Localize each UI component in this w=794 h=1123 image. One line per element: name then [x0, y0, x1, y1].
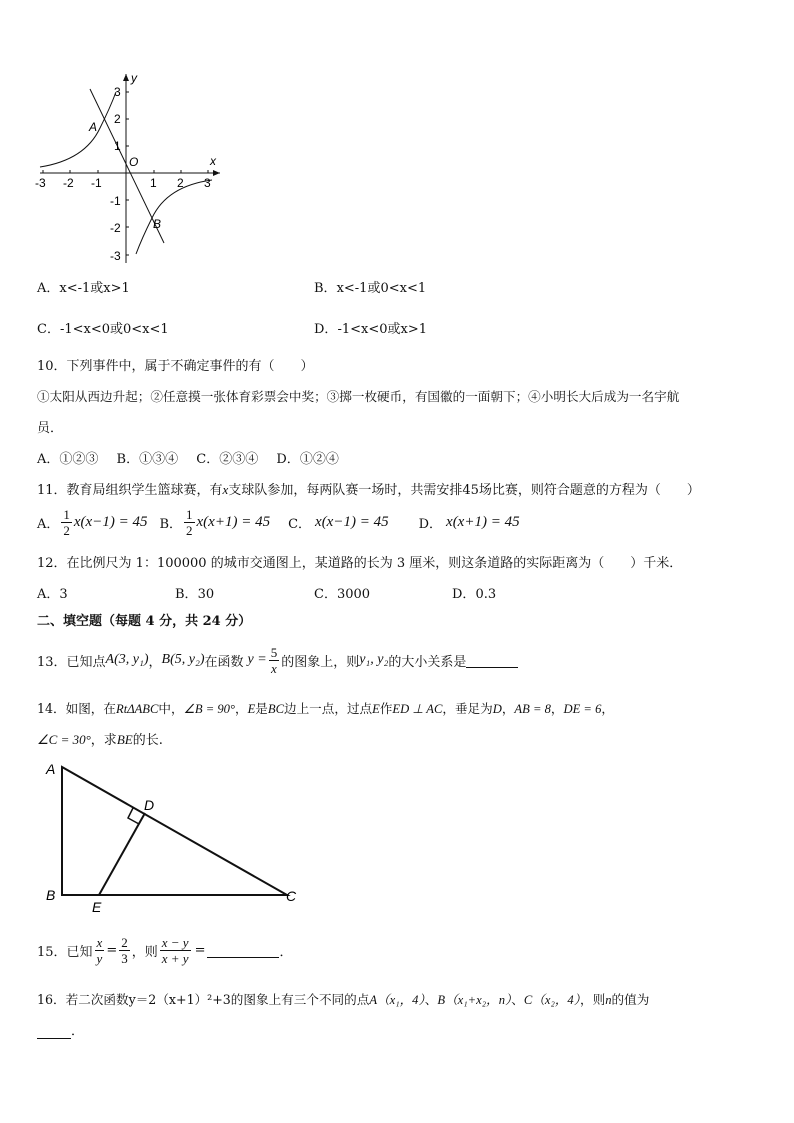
triangle-figure	[40, 758, 310, 918]
y-tick-label: 3	[114, 85, 121, 99]
q13-answer-blank[interactable]	[466, 653, 518, 668]
triangle-abc	[62, 767, 287, 895]
point-a-label: A	[89, 120, 98, 134]
q11-option-d: D． x(x+1) = 45	[418, 513, 520, 532]
point-e-label: E	[92, 899, 102, 915]
segment-ed	[99, 813, 145, 895]
x-tick-label: -2	[63, 176, 74, 190]
y-tick-label: 2	[114, 112, 121, 126]
q12-option-b: B．30	[175, 587, 215, 602]
vertex-c-label: C	[286, 888, 297, 904]
q10-options	[37, 448, 339, 467]
q9-option-d: D．-1<x<0或x>1	[314, 322, 427, 337]
point-d-label: D	[144, 797, 155, 813]
q10-body-line2: 员．	[37, 421, 64, 436]
q13: 13．已知点 A(3, y₁) ， B(5, y₂) 在函数 y = $\frac{5}{x}$ 的图象上，则 y₁, y₂ 的大小关系是	[37, 640, 518, 680]
q11-option-a: A． $\frac{1}{2}$ x(x−1) = 45	[37, 506, 148, 538]
q16-line1: 16．若二次函数y＝2（x+1）²+3的图象上有三个不同的点A（x₁，4）、B（x₁+x₂，n）、C（x₂，4），则n的值为	[37, 992, 650, 1007]
y-tick-label: -3	[110, 249, 121, 263]
q9-option-c: C．-1<x<0或0<x<1	[37, 322, 169, 337]
q10-option-d: D．①②④	[276, 452, 339, 467]
y-tick-label: -2	[110, 221, 121, 235]
hyperbola-right-branch	[136, 180, 212, 254]
q10-stem: 10．下列事件中，属于不确定事件的有（ ）	[37, 359, 314, 374]
q14-line1: 14．如图，在RtΔABC中，∠B = 90°，E是BC边上一点，过点E作ED ⊥ AC，垂足为D，AB = 8，DE = 6，	[37, 701, 614, 716]
q11-option-c: C． x(x−1) = 45	[288, 513, 389, 532]
section-heading: 二、填空题（每题 4 分，共 24 分）	[37, 614, 252, 629]
point-b-label: B	[153, 217, 162, 231]
function-graph	[30, 68, 230, 268]
hyperbola-left-branch	[40, 92, 116, 167]
q9-option-a: A．x<-1或x>1	[37, 281, 130, 296]
x-tick-label: 2	[177, 176, 184, 190]
vertex-a-label: A	[46, 761, 56, 777]
origin-label: O	[129, 155, 139, 169]
q15-answer-blank[interactable]	[207, 943, 279, 958]
y-tick-label: 1	[114, 139, 121, 153]
q10-option-b: B．①③④	[116, 452, 179, 467]
q10-option-a: A．①②③	[37, 452, 99, 467]
y-axis-label: y	[131, 71, 137, 85]
x-tick-label: -3	[35, 176, 46, 190]
x-axis-label: x	[210, 154, 216, 168]
q12-option-a: A．3	[37, 587, 68, 602]
q16-line2: ．	[37, 1020, 84, 1039]
q11-stem: 11．教育局组织学生篮球赛，有x支球队参加，每两队赛一场时，共需安排45场比赛，则符合题意的方程为（ ）	[37, 482, 700, 498]
q12-option-d: D．0.3	[452, 587, 497, 602]
q11-option-b: B． $\frac{1}{2}$ x(x+1) = 45	[159, 506, 271, 538]
q10-option-c: C．②③④	[196, 452, 259, 467]
q10-body-line1: ①太阳从西边升起；②任意摸一张体育彩票会中奖；③掷一枚硬币，有国徽的一面朝下；④小明长大后成为一名宇航	[37, 389, 680, 404]
x-axis-arrow	[213, 170, 220, 176]
y-axis-arrow	[123, 74, 129, 81]
q14-line2: ∠C = 30°，求BE的长.	[37, 732, 163, 748]
q11-options	[37, 504, 520, 540]
q15: 15．已知 $\frac{x}{y}$ = $\frac{2}{3}$ ，则 $\frac{x - y}{x + y}$ = ．	[37, 934, 293, 966]
q9-option-b: B．x<-1或0<x<1	[314, 281, 427, 296]
x-tick-label: 1	[150, 176, 157, 190]
q12-stem: 12．在比例尺为 1：100000 的城市交通图上，某道路的长为 3 厘米，则这条道路的实际距离为（ ）千米．	[37, 556, 683, 571]
q12-option-c: C．3000	[314, 587, 371, 602]
y-tick-label: -1	[110, 194, 121, 208]
q16-answer-blank[interactable]	[37, 1024, 71, 1039]
x-tick-label: -1	[91, 176, 102, 190]
x-tick-label: 3	[204, 176, 211, 190]
vertex-b-label: B	[46, 887, 56, 903]
